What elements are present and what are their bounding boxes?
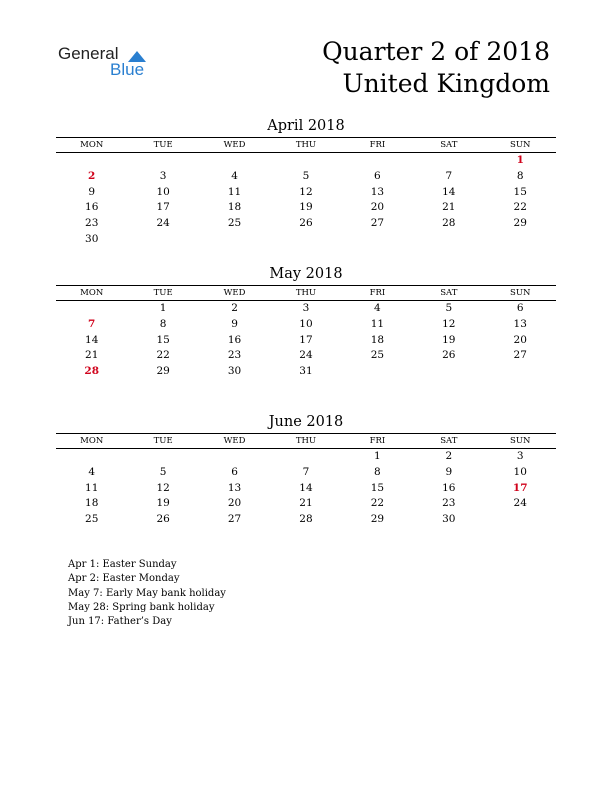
- week-row: [56, 200, 556, 216]
- day-cell: 15: [513, 185, 527, 198]
- day-cell: 25: [85, 513, 99, 526]
- day-cell: 7: [302, 465, 310, 478]
- logo: [58, 44, 168, 84]
- day-cell: 26: [442, 349, 456, 362]
- day-cell: [199, 232, 270, 248]
- day-cell: 27: [227, 513, 242, 526]
- day-cell: [199, 153, 270, 169]
- day-cell: 5: [159, 465, 167, 478]
- holiday-item: Apr 2: Easter Monday: [68, 573, 180, 585]
- day-cell: 2: [231, 302, 238, 314]
- day-cell: 27: [370, 217, 385, 230]
- day-cell: [413, 232, 484, 248]
- day-cell: [413, 153, 484, 169]
- day-cell: 18: [370, 333, 385, 346]
- day-cell: 3: [516, 450, 524, 462]
- day-cell: 22: [156, 349, 170, 362]
- day-cell: 9: [445, 465, 453, 478]
- day-cell: 16: [85, 201, 99, 214]
- day-cell: [127, 449, 198, 465]
- weekday-label: SAT: [440, 140, 458, 150]
- day-cell: 14: [442, 185, 456, 198]
- weekday-label: WED: [223, 140, 246, 150]
- weekday-label: TUE: [153, 436, 173, 446]
- day-cell: 26: [299, 217, 313, 230]
- day-cell: 5: [302, 169, 310, 182]
- day-cell: 17: [156, 201, 170, 214]
- day-cell: 25: [370, 349, 385, 362]
- week-row: [56, 512, 556, 528]
- day-cell: 29: [513, 217, 527, 230]
- day-cell: [127, 232, 198, 248]
- weekday-label: TUE: [153, 140, 173, 150]
- day-cell: [485, 364, 556, 380]
- weekday-label: THU: [295, 288, 317, 298]
- day-cell: [127, 153, 198, 169]
- weekday-label: MON: [80, 436, 104, 446]
- day-cell: 16: [227, 333, 242, 346]
- weekday-label: WED: [223, 436, 246, 446]
- day-cell: 2: [88, 169, 96, 182]
- holiday-item: Jun 17: Father’s Day: [68, 616, 172, 628]
- day-cell: 13: [513, 317, 527, 330]
- day-cell: 14: [299, 481, 313, 494]
- week-row: [56, 153, 556, 169]
- weekday-label: SAT: [440, 288, 458, 298]
- day-cell: 24: [156, 217, 170, 230]
- day-cell: 8: [159, 317, 167, 330]
- day-cell: 20: [370, 201, 385, 214]
- day-cell: 4: [88, 465, 96, 478]
- day-cell: 29: [370, 513, 385, 526]
- logo-blue-text: Blue: [110, 60, 145, 79]
- week-row: [56, 496, 556, 512]
- day-cell: 13: [227, 481, 242, 494]
- month-grid: [56, 153, 556, 248]
- day-cell: 12: [156, 481, 170, 494]
- weekday-label: FRI: [369, 436, 386, 446]
- day-cell: 11: [227, 185, 242, 198]
- day-cell: [270, 449, 341, 465]
- week-row: [56, 216, 556, 232]
- day-cell: 6: [516, 302, 524, 314]
- day-cell: [342, 232, 413, 248]
- page-title: [322, 36, 550, 100]
- day-cell: 28: [84, 365, 100, 378]
- week-row: [56, 185, 556, 201]
- day-cell: 8: [516, 169, 524, 182]
- day-cell: 4: [374, 302, 381, 314]
- day-cell: 13: [370, 185, 385, 198]
- day-cell: 24: [513, 497, 527, 510]
- title-country: United Kingdom: [342, 69, 550, 98]
- day-cell: 21: [299, 497, 313, 510]
- day-cell: 6: [231, 465, 238, 478]
- day-cell: 19: [299, 201, 313, 214]
- weekday-label: SUN: [510, 436, 531, 446]
- day-cell: 10: [299, 317, 313, 330]
- day-cell: 9: [231, 317, 238, 330]
- day-cell: 5: [445, 302, 453, 314]
- day-cell: [270, 153, 341, 169]
- day-cell: 3: [302, 302, 310, 314]
- day-cell: 30: [85, 232, 99, 245]
- logo-general-text: General: [58, 44, 119, 63]
- day-cell: 8: [374, 465, 381, 478]
- day-cell: [199, 449, 270, 465]
- weekday-label: SUN: [510, 140, 531, 150]
- day-cell: 7: [88, 317, 96, 330]
- holiday-item: May 28: Spring bank holiday: [68, 601, 215, 613]
- day-cell: 4: [231, 169, 238, 182]
- day-cell: 9: [88, 185, 96, 198]
- weekday-label: WED: [223, 288, 246, 298]
- week-row: [56, 481, 556, 497]
- weekday-label: TUE: [153, 288, 173, 298]
- day-cell: 30: [227, 365, 242, 378]
- day-cell: 20: [513, 333, 527, 346]
- day-cell: 3: [159, 169, 167, 182]
- day-cell: 12: [299, 185, 313, 198]
- weekday-label: SUN: [510, 288, 531, 298]
- month-grid: [56, 301, 556, 380]
- day-cell: 18: [85, 497, 99, 510]
- day-cell: [485, 512, 556, 528]
- day-cell: 10: [156, 185, 170, 198]
- day-cell: [413, 364, 484, 380]
- week-row: [56, 449, 556, 465]
- day-cell: 1: [516, 154, 524, 166]
- day-cell: 1: [374, 450, 381, 462]
- month-may: [56, 264, 556, 380]
- day-cell: 18: [227, 201, 242, 214]
- weekday-label: MON: [80, 140, 104, 150]
- holiday-item: May 7: Early May bank holiday: [68, 587, 226, 599]
- week-row: [56, 169, 556, 185]
- holiday-item: Apr 1: Easter Sunday: [68, 559, 177, 570]
- day-cell: [270, 232, 341, 248]
- week-row: [56, 232, 556, 248]
- day-cell: [485, 232, 556, 248]
- day-cell: 12: [442, 317, 456, 330]
- day-cell: 10: [513, 465, 527, 478]
- month-june: [56, 412, 556, 528]
- day-cell: 1: [159, 302, 167, 314]
- day-cell: 11: [370, 317, 385, 330]
- day-cell: 15: [156, 333, 170, 346]
- holiday-list: [68, 558, 226, 629]
- weekday-label: FRI: [369, 288, 386, 298]
- day-cell: 19: [156, 497, 170, 510]
- day-cell: 30: [442, 513, 456, 526]
- day-cell: 24: [299, 349, 313, 362]
- week-row: [56, 317, 556, 333]
- day-cell: 23: [85, 217, 99, 230]
- day-cell: 19: [442, 333, 456, 346]
- day-cell: 28: [299, 513, 313, 526]
- month-april: [56, 116, 556, 248]
- day-cell: 7: [445, 169, 453, 182]
- weekday-header: [56, 285, 556, 301]
- day-cell: [342, 364, 413, 380]
- day-cell: 28: [442, 217, 456, 230]
- day-cell: 14: [85, 333, 99, 346]
- day-cell: [56, 301, 127, 317]
- day-cell: 17: [512, 481, 528, 494]
- weekday-label: THU: [295, 140, 317, 150]
- weekday-label: FRI: [369, 140, 386, 150]
- month-grid: [56, 449, 556, 528]
- week-row: [56, 333, 556, 349]
- week-row: [56, 348, 556, 364]
- day-cell: 27: [513, 349, 527, 362]
- day-cell: 20: [227, 497, 242, 510]
- weekday-header: [56, 433, 556, 449]
- title-quarter: Quarter 2 of 2018: [322, 37, 550, 66]
- weekday-label: THU: [295, 436, 317, 446]
- day-cell: 15: [370, 481, 385, 494]
- month-title: April 2018: [267, 118, 345, 134]
- day-cell: 22: [370, 497, 385, 510]
- day-cell: 2: [445, 450, 453, 462]
- month-title: June 2018: [268, 414, 344, 430]
- day-cell: 17: [299, 333, 313, 346]
- day-cell: 21: [85, 349, 99, 362]
- day-cell: 6: [374, 169, 381, 182]
- weekday-label: SAT: [440, 436, 458, 446]
- day-cell: [56, 153, 127, 169]
- day-cell: [56, 449, 127, 465]
- day-cell: 31: [299, 365, 313, 378]
- month-title: May 2018: [269, 266, 343, 282]
- week-row: [56, 364, 556, 380]
- weekday-label: MON: [80, 288, 104, 298]
- day-cell: 26: [156, 513, 170, 526]
- day-cell: 21: [442, 201, 456, 214]
- day-cell: 29: [156, 365, 170, 378]
- day-cell: [342, 153, 413, 169]
- day-cell: 11: [85, 481, 99, 494]
- week-row: [56, 465, 556, 481]
- week-row: [56, 301, 556, 317]
- weekday-header: [56, 137, 556, 153]
- day-cell: 23: [442, 497, 456, 510]
- day-cell: 25: [227, 217, 242, 230]
- day-cell: 23: [227, 349, 242, 362]
- day-cell: 16: [442, 481, 456, 494]
- day-cell: 22: [513, 201, 527, 214]
